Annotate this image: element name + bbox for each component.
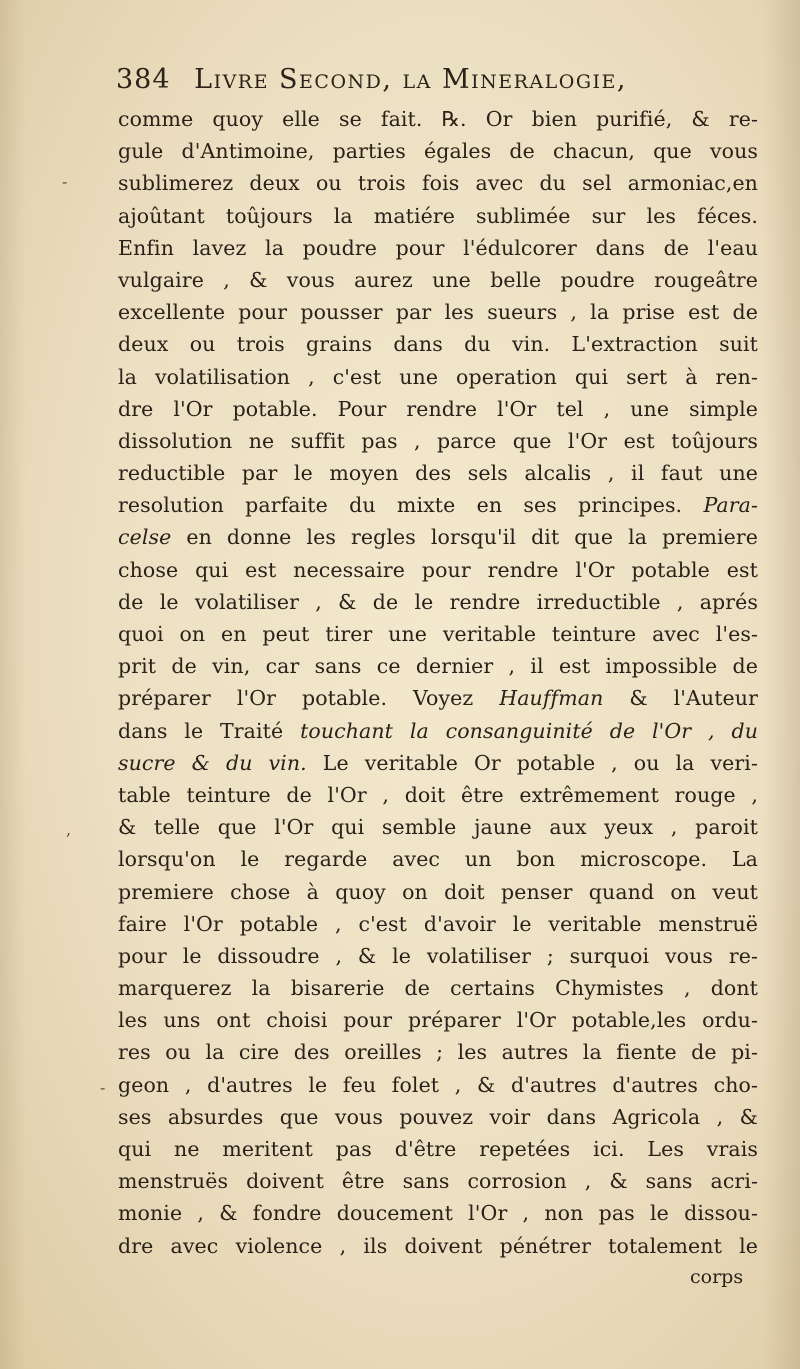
text-line: dre l'Or potable. Pour rendre l'Or tel , une simple <box>118 396 758 421</box>
text-line: sucre & du vin. Le veritable Or potable , ou la veri- <box>118 750 758 775</box>
text-line: ses absurdes que vous pouvez voir dans Agricola , & <box>118 1104 758 1129</box>
margin-mark: - <box>62 172 68 191</box>
text-line: vulgaire , & vous aurez une belle poudre rougeâtre <box>118 267 758 292</box>
text-line: table teinture de l'Or , doit être extrêmement rouge , <box>118 782 758 807</box>
margin-mark: - <box>100 1078 106 1097</box>
text-line: qui ne meritent pas d'être repetées ici. Les vrais <box>118 1137 758 1161</box>
text-line: dans le Traité touchant la consanguinité de l'Or , du <box>118 718 758 743</box>
text-line: les uns ont choisi pour préparer l'Or potable,les ordu- <box>118 1008 758 1033</box>
text-line: premiere chose à quoy on doit penser quand on veut <box>118 879 758 904</box>
text-line: gule d'Antimoine, parties égales de chacun, que vous <box>118 139 758 164</box>
text-line: celse en donne les regles lorsqu'il dit que la premiere <box>118 525 758 550</box>
text-line: quoi on en peut tirer une veritable teinture avec l'es- <box>118 622 758 646</box>
text-line: la volatilisation , c'est une operation qui sert à ren- <box>118 364 758 389</box>
text-line: excellente pour pousser par les sueurs , la prise est de <box>118 300 758 325</box>
text-line: geon , d'autres le feu folet , & d'autres d'autres cho- <box>118 1072 758 1097</box>
text-line: menstruës doivent être sans corrosion , & sans acri- <box>118 1169 758 1194</box>
text-line: Enfin lavez la poudre pour l'édulcorer dans de l'eau <box>118 235 758 260</box>
text-line: chose qui est necessaire pour rendre l'Or potable est <box>118 557 758 582</box>
page-number: 384 <box>116 64 171 95</box>
text-line: ajoûtant toûjours la matiére sublimée sur les féces. <box>118 203 758 228</box>
text-line: marquerez la bisarerie de certains Chymistes , dont <box>118 976 758 1001</box>
text-line: deux ou trois grains dans du vin. L'extraction suit <box>118 332 758 357</box>
text-line: faire l'Or potable , c'est d'avoir le veritable menstruë <box>118 911 758 936</box>
page-shadow-left <box>0 0 26 1369</box>
margin-mark: , <box>66 820 72 839</box>
text-line: prit de vin, car sans ce dernier , il est impossible de <box>118 654 758 679</box>
running-title: Livre Second, la Mineralogie, <box>194 64 627 95</box>
text-line: lorsqu'on le regarde avec un bon microscope. La <box>118 847 758 872</box>
text-line: monie , & fondre doucement l'Or , non pas le dissou- <box>118 1201 758 1226</box>
text-line: reductible par le moyen des sels alcalis , il faut une <box>118 461 758 486</box>
text-line: res ou la cire des oreilles ; les autres la fiente de pi- <box>118 1040 758 1065</box>
running-header <box>116 64 756 95</box>
catchword: corps <box>690 1266 744 1288</box>
text-line: préparer l'Or potable. Voyez Hauffman & l'Auteur <box>118 686 758 711</box>
text-line: comme quoy elle se fait. ℞. Or bien purifié, & re- <box>118 107 758 131</box>
text-line: dissolution ne suffit pas , parce que l'Or est toûjours <box>118 428 758 453</box>
text-line: & telle que l'Or qui semble jaune aux yeux , paroit <box>118 815 758 840</box>
text-line: pour le dissoudre , & le volatiliser ; surquoi vous re- <box>118 943 758 968</box>
text-line: resolution parfaite du mixte en ses principes. Para- <box>118 493 758 518</box>
body-text <box>118 103 758 1262</box>
text-line: sublimerez deux ou trois fois avec du sel armoniac,en <box>118 171 758 196</box>
text-line: dre avec violence , ils doivent pénétrer totalement le <box>118 1233 758 1258</box>
text-line: de le volatiliser , & de le rendre irreductible , aprés <box>118 589 758 614</box>
page-shadow-right <box>764 0 800 1369</box>
